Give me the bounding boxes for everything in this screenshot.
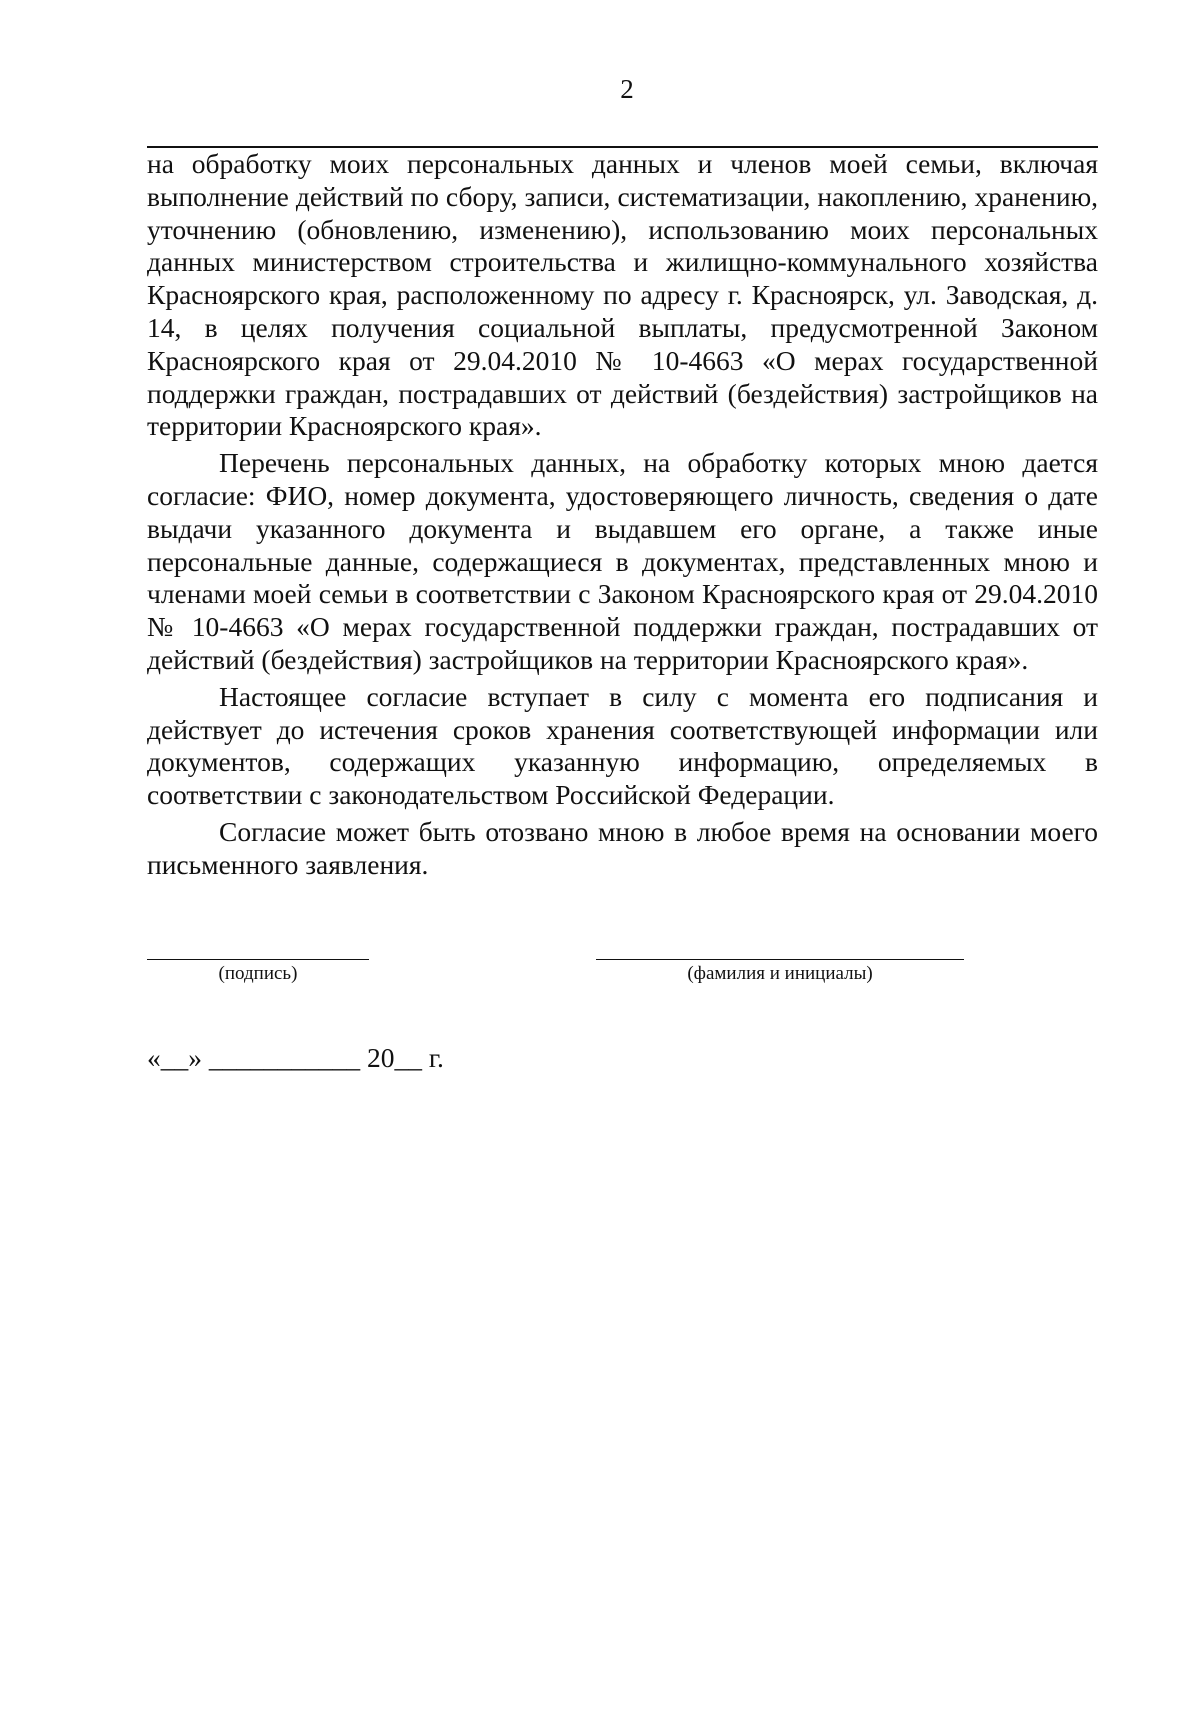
date-line: «__» ___________ 20__ г. [147, 1042, 444, 1073]
paragraph-consent-scope: на обработку моих персональных данных и членов моей семьи, включая выполнение действий по сбору, записи, систематизации, накоплению, хранению, уточнению (обновлению, изменению), использованию моих персональных данных министерством строительства и жилищно-коммунального хозяйства Красноярского края, расположенному по адресу г. Красноярск, ул. Заводская, д. 14, в целях получения социальной выплаты, предусмотренной Законом Красноярского края от 29.04.2010 № 10-4663 «О мерах государственной поддержки граждан, пострадавших от действий (бездействия) застройщиков на территории Красноярского края». [147, 148, 1098, 442]
signature-line [147, 959, 369, 960]
name-caption: (фамилия и инициалы) [687, 963, 873, 984]
paragraph-data-list: Перечень персональных данных, на обработку которых мною дается согласие: ФИО, номер документа, удостоверяющего личность, сведения о дате выдачи указанного документа и выдавшем его органе, а также иные персональные данные, содержащиеся в документах, представленных мною и членами моей семьи в соответствии с Законом Красноярского края от 29.04.2010 № 10-4663 «О мерах государственной поддержки граждан, пострадавших от действий (бездействия) застройщиков на территории Красноярского края». [147, 447, 1098, 675]
page-number: 2 [620, 74, 634, 104]
consent-body [147, 148, 1098, 882]
paragraph-validity: Настоящее согласие вступает в силу с момента его подписания и действует до истечения сроков хранения соответствующей информации или документов, содержащих указанную информацию, определяемых в соответствии с законодательством Российской Федерации. [147, 680, 1098, 811]
name-line [596, 959, 964, 960]
paragraph-revocation: Согласие может быть отозвано мною в любое время на основании моего письменного заявления. [147, 815, 1098, 880]
signature-caption: (подпись) [218, 963, 298, 984]
